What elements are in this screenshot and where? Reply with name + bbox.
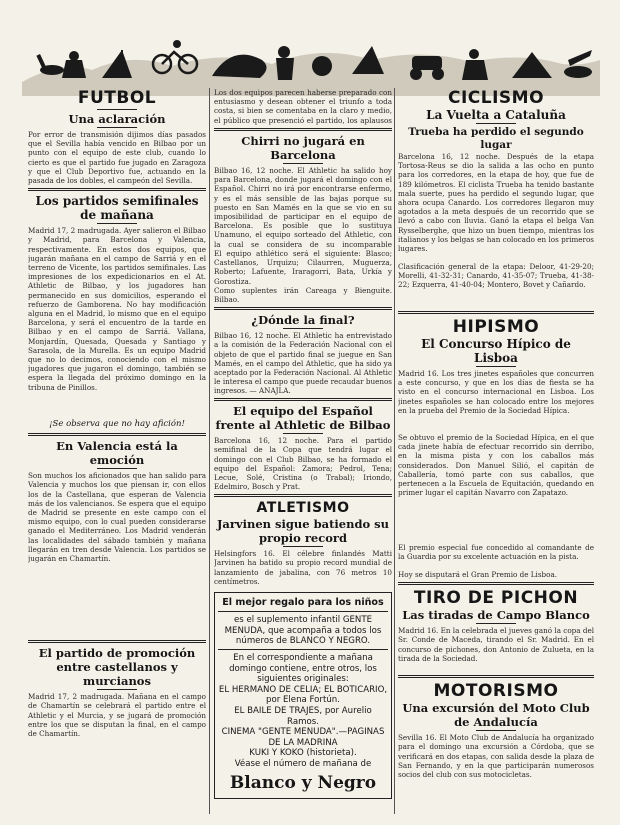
ad-headline: El mejor regalo para los niños bbox=[222, 597, 384, 609]
headline-underline bbox=[283, 163, 323, 164]
headline-promocion: El partido de promoción entre castellanos y murcianos bbox=[38, 646, 196, 689]
ad-rule bbox=[218, 611, 388, 612]
separator bbox=[28, 433, 206, 436]
headline-donde-final: ¿Dónde la final? bbox=[251, 313, 355, 328]
subheadline-trueba: Trueba ha perdido el segundo lugar bbox=[408, 126, 584, 151]
article-aclaracion: Por error de transmisión dijimos días pasados que el Sevilla había vencido en Bilbao por un punto con el equipo de este club, cuando lo cierto es que el partido fue jugado en Zaragoza y que el Club Deportivo fue, actuando en la pasada de los dobles, el campeón del Sevilla. bbox=[28, 130, 206, 186]
advert-blanco-y-negro bbox=[214, 592, 392, 798]
headline-aclaracion: Una aclaración bbox=[68, 112, 166, 126]
headline-underline bbox=[283, 433, 323, 434]
article-espanol: Barcelona 16, 12 noche. Para el partido semifinal de la Copa que tendrá lugar el domingo con el Club Bilbao, se ha formado el equipo del Español: Zamora; Pedrol, Tena; Lecue, Solé, Cristina (o Trabal); Iriondo, Edelmiro, Bosch y Prat. bbox=[214, 436, 392, 492]
headline-underline bbox=[476, 730, 516, 731]
section-title-futbol: FUTBOL bbox=[77, 88, 157, 108]
headline-underline bbox=[97, 689, 137, 690]
ad-brand-blanco-y-negro: Blanco y Negro bbox=[229, 772, 377, 793]
article-chirri: Bilbao 16, 12 noche. El Athletic ha salido hoy para Barcelona, donde jugará el domingo con el Español. Chirri no irá por encontrarse enfermo, y es el más sensible de las bajas porque su puesto en San Mamés en la que se vio en su imposibilidad de participar en el equipo de Barcelona. Es posible que lo sustituya Unamuno, el equipo sorteado del Athletic, con la cual se considera de su incomparable bbox=[214, 166, 392, 249]
article-jarvinen: Helsingfors 16. El célebre finlandés Matti Jarvinen ha batido su propio record mundial de lanzamiento de jabalina, con 76 metros 10 centímetros. bbox=[214, 549, 392, 586]
article-valencia: Son muchos los aficionados que han salido para Valencia y muchos los que piensan ir, con ellos los de la Castellana, que esperan de Valencia más de los valencianos. Se espera que el equipo de Madrid se presente en este campo con el mismo equipo, con lo cual pueden considerarse ganado el Mediterráneo. Los Madrid venderán las localidades del sábado también y mañana llegarán en tren desde Valencia. Los partidos se jugarán en Chamartín. bbox=[28, 471, 206, 564]
headline-underline bbox=[476, 123, 516, 124]
article-lisboa: Madrid 16. Los tres jinetes españoles que concurren a este concurso, y que en los días de fiesta se ha visto en el concurso internacional en Lisboa. Los jinetes españoles se han colocado entre los mejores en la prueba del Premio de la Sociedad Hípica. bbox=[398, 369, 594, 415]
article-chirri-lineup: El equipo athlético será el siguiente: Blasco; Castellanos, Urquizu; Cilaurren, Muguerza, Roberto; Lafuente, Iraragorri, Bata, Urkía y Gorostiza. bbox=[214, 249, 392, 286]
title-underline bbox=[97, 109, 137, 110]
section-title-tiro-pichon: TIRO DE PICHON bbox=[413, 588, 579, 609]
separator bbox=[214, 494, 392, 497]
headline-underline bbox=[476, 366, 516, 367]
headline-underline bbox=[283, 328, 323, 329]
separator bbox=[398, 582, 594, 585]
article-clasificacion: Clasificación general de la etapa: Deloor, 41-29-20; Morelli, 41-32-31; Canardo, 41-35-07; Trueba, 41-38-22; Ezquerra, 41-40-04; Montero, Bovet y Cañardo. bbox=[398, 262, 594, 290]
headline-campo-blanco: Las tiradas de Campo Blanco bbox=[402, 608, 590, 623]
article-premio-especial: El premio especial fue concedido al comandante de la Guardia por su excelente actuación en la pista. bbox=[398, 543, 594, 562]
headline-underline bbox=[476, 623, 516, 624]
headline-chirri: Chirri no jugará en Barcelona bbox=[241, 134, 365, 162]
ad-text-kuki: KUKI Y KOKO (historieta). bbox=[249, 748, 357, 759]
subhead-aficion: ¡Se observa que no hay afición! bbox=[49, 419, 185, 430]
separator bbox=[398, 675, 594, 678]
headline-espanol: El equipo del Español frente al Athletic de Bilbao bbox=[215, 404, 391, 433]
separator bbox=[28, 188, 206, 191]
ad-text-suplemento: es el suplemento infantil GENTE MENUDA, que acompaña a todos los números de BLANCO Y NEGRO. bbox=[224, 615, 382, 647]
column-rule-2 bbox=[394, 88, 395, 814]
ad-text-vease: Véase el número de mañana de bbox=[234, 758, 372, 769]
ad-text-domingo: En el correspondiente a mañana domingo contiene, entre otros, los siguientes originales: bbox=[229, 653, 377, 685]
article-campo-blanco: Madrid 16. En la celebrada el jueves ganó la copa del Sr. Conde de Maceda, tirando el Sr. Madrid. En el concurso de pichones, don Antonio de Zulueta, en la tirada de la Sociedad. bbox=[398, 626, 594, 663]
separator bbox=[214, 307, 392, 310]
section-title-atletismo: ATLETISMO bbox=[256, 500, 350, 517]
column-right bbox=[398, 88, 594, 814]
headline-vuelta-cataluna: La Vuelta a Cataluña bbox=[426, 108, 566, 122]
headline-underline bbox=[283, 546, 323, 547]
article-moto-club: Sevilla 16. El Moto Club de Andalucía ha organizado para el domingo una excursión a Córdoba, que se verificará en dos etapas, con salida desde la plaza de San Fernando, y en la que participarán numerosos socios del club con sus motocicletas. bbox=[398, 733, 594, 780]
section-title-hipismo: HIPISMO bbox=[452, 317, 540, 337]
ad-text-hermano: EL HERMANO DE CELIA; EL BOTICARIO, por Elena Fortún. bbox=[218, 684, 388, 706]
column-rule-1 bbox=[209, 88, 210, 814]
headline-underline bbox=[97, 223, 137, 224]
ad-rule bbox=[218, 649, 388, 650]
article-promocion: Madrid 17, 2 madrugada. Mañana en el campo de Chamartín se celebrará el partido entre el Athletic y el Murcia, y se jugará de promoción entre los que se disputan la final, en el campo de Chamartín. bbox=[28, 692, 206, 739]
article-vuelta: Barcelona 16, 12 noche. Después de la etapa Tortosa-Reus se dio la salida a las ocho en punto para los corredores, en la etapa de hoy, que fue de 189 kilómetros. El ciclista Trueba ha tenido bastante mala suerte, pues ha perdido el segundo lugar, que ahora ocupa Canardo. Los corredores llegaron muy agotados a la meta después de un recorrido que se llevó a cabo con lluvia. Ganó la etapa el belga Van Rysselberghe, que hizo un buen tiempo, mientras los italianos y los belgas se han colocado en los primeros lugares. bbox=[398, 152, 594, 254]
article-semifinales: Madrid 17, 2 madrugada. Ayer salieron el Bilbao y Madrid, para Barcelona y Valencia, respectivamente. En estos dos equipos, que jugarán mañana en el campo de Sarriá y en el terreno de Vicente, los partidos semifinales. Las impresiones de los expedicionarios en el At. Athletic de Bilbao, y los jugadores han permanecido en sus domicilios, esperando el refuerzo de Gamborena. No hay modificación alguna en el Madrid, lo mismo que en el equipo Barcelona, y será el encuentro de la tarde en Bilbao y en el campo de Sarriá. Vallana, Monjardín, Quesada, Quesada y Santiago y Sarasola, de la Murella. Es un equipo Madrid que no lo decimos, conociendo con el mismo jugadores que jugaron el domingo, también se espera la llegada del próximo domingo en la tribuna de Pinillos. bbox=[28, 226, 206, 392]
article-sociedad-hipica: Se obtuvo el premio de la Sociedad Hípica, en el que cada jinete había de efectuar recorrido sin derribo, en la misma pista y con los caballos más considerados. Don Manuel Silió, el capitán de Caballería, tomó parte con sus caballos, que pertenecen a la Escuela de Equitación, quedando en primer lugar el capitán Navarro con Zapatazo. bbox=[398, 433, 594, 498]
sports-masthead-illustration bbox=[22, 30, 600, 96]
separator bbox=[28, 640, 206, 643]
column-middle bbox=[214, 88, 392, 814]
article-continuation: Los dos equipos parecen haberse preparado con entusiasmo y desean obtener el triunfo a toda costa, si bien se comentaba en la claro y medio, el público que presenció el partido, los aplausos bbox=[214, 88, 392, 125]
article-donde-final: Bilbao 16, 12 noche. El Athletic ha entrevistado a la comisión de la Federación Nacional con el objeto de que el partido final se juegue en San Mamés, en el campo del Athletic, que ha sido ya aceptado por la Federación Nacional. Al Athletic le interesa el campo que puede recaudar buenos ingresos. — ANAJLA. bbox=[214, 331, 392, 396]
headline-jarvinen: Jarvinen sigue batiendo su propio record bbox=[216, 517, 389, 546]
ad-text-cinema: CINEMA "GENTE MENUDA".—PAGINAS DE LA MADRINA bbox=[221, 727, 385, 748]
article-chirri-suplentes: Como suplentes irán Careaga y Bienguite. Bilbao. bbox=[214, 285, 392, 305]
separator bbox=[214, 398, 392, 401]
article-gran-premio: Hoy se disputará el Gran Premio de Lisboa. bbox=[398, 570, 558, 579]
separator bbox=[398, 311, 594, 314]
headline-moto-club: Una excursión del Moto Club de Andalucía bbox=[402, 701, 590, 730]
headline-underline bbox=[97, 127, 137, 128]
headline-underline bbox=[97, 468, 137, 469]
section-title-ciclismo: CICLISMO bbox=[447, 88, 545, 108]
headline-concurso-lisboa: El Concurso Hípico de Lisboa bbox=[421, 337, 571, 365]
section-title-motorismo: MOTORISMO bbox=[433, 681, 559, 702]
column-futbol bbox=[28, 88, 206, 814]
separator bbox=[214, 128, 392, 131]
ad-text-baile: EL BAILE DE TRAJES, por Aurelio Ramos. bbox=[234, 705, 372, 727]
headline-valencia: En Valencia está la emoción bbox=[56, 439, 178, 468]
headline-semifinales: Los partidos semifinales de mañana bbox=[35, 194, 199, 223]
